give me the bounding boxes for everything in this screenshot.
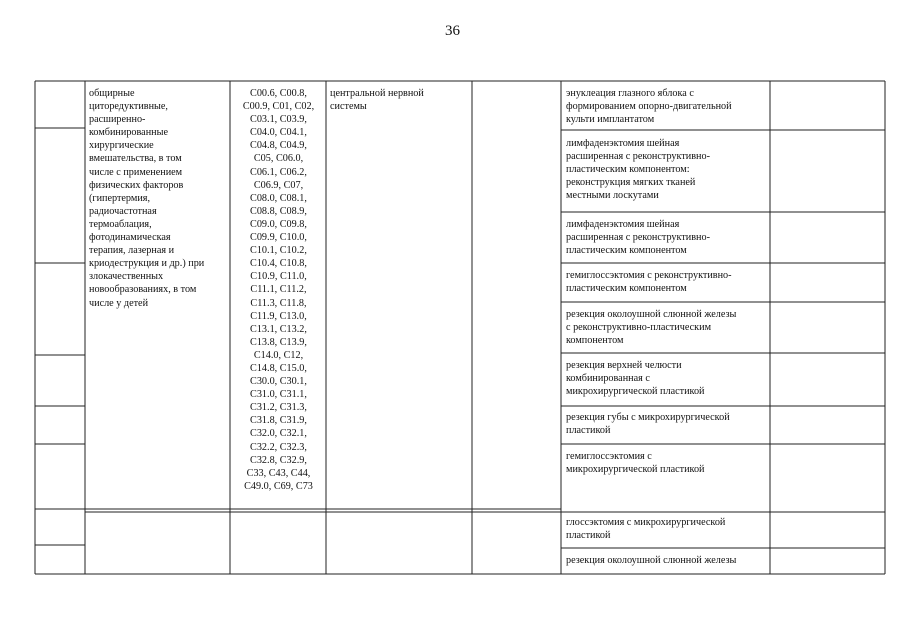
procedure-item: резекция околоушной слюнной железы с реконструктивно-пластическим компонентом <box>566 309 737 347</box>
procedure-item: резекция губы с микрохирургической пластикой <box>566 412 730 437</box>
page-number: 36 <box>445 23 460 39</box>
procedure-item: резекция околоушной слюнной железы <box>566 555 737 566</box>
procedure-item: глоссэктомия с микрохирургической пластикой <box>566 517 726 542</box>
procedure-item: резекция верхней челюсти комбинированная с микрохирургической пластикой <box>566 360 705 398</box>
procedure-item: гемиглоссэктомия с реконструктивно- пластическим компонентом <box>566 270 732 295</box>
procedure-item: гемиглоссэктомия с микрохирургической пластикой <box>566 451 705 476</box>
procedure-item: лимфаденэктомия шейная расширенная с реконструктивно- пластическим компонентом <box>566 219 710 257</box>
icd-codes-cell: C00.6, C00.8, C00.9, C01, C02, C03.1, C03.9, C04.0, C04.1, C04.8, C04.9, C05, C06.0, C06.1, C06.2, C06.9, C07, C08.0, C08.1, C08.8, C08.9, C09.0, C09.8, C09.9, C10.0, C10.1, C10.2, C10.4, C10.8, C10.9, C11.0, C11.1, C11.2, C11.3, C11.8, C11.9, C13.0, C13.1, C13.2, C13.8, C13.9, C14.0, C12, C14.8, C15.0, C30.0, C30.1, C31.0, C31.1, C31.2, C31.3, C31.8, C31.9, C32.0, C32.1, C32.2, C32.3, C32.8, C32.9, C33, C43, C44, C49.0, C69, C73 <box>242 88 315 492</box>
procedure-item: лимфаденэктомия шейная расширенная с реконструктивно- пластическим компонентом: реконструкция мягких тканей местными лоскутами <box>566 138 710 202</box>
procedure-description-cell: общирные циторедуктивные, расширенно- комбинированные хирургические вмешательства, в том числе с применением физических факторов (гипертермия, радиочастотная термоаблация, фотодинамическая терапия, лазерная и криодеструкция и др.) при злокачественных новообразованиях, в том числе у детей <box>89 88 205 309</box>
procedure-item: энуклеация глазного яблока с формированием опорно-двигательной культи имплантатом <box>566 88 732 126</box>
diagnosis-cell: центральной нервной системы <box>330 88 424 113</box>
